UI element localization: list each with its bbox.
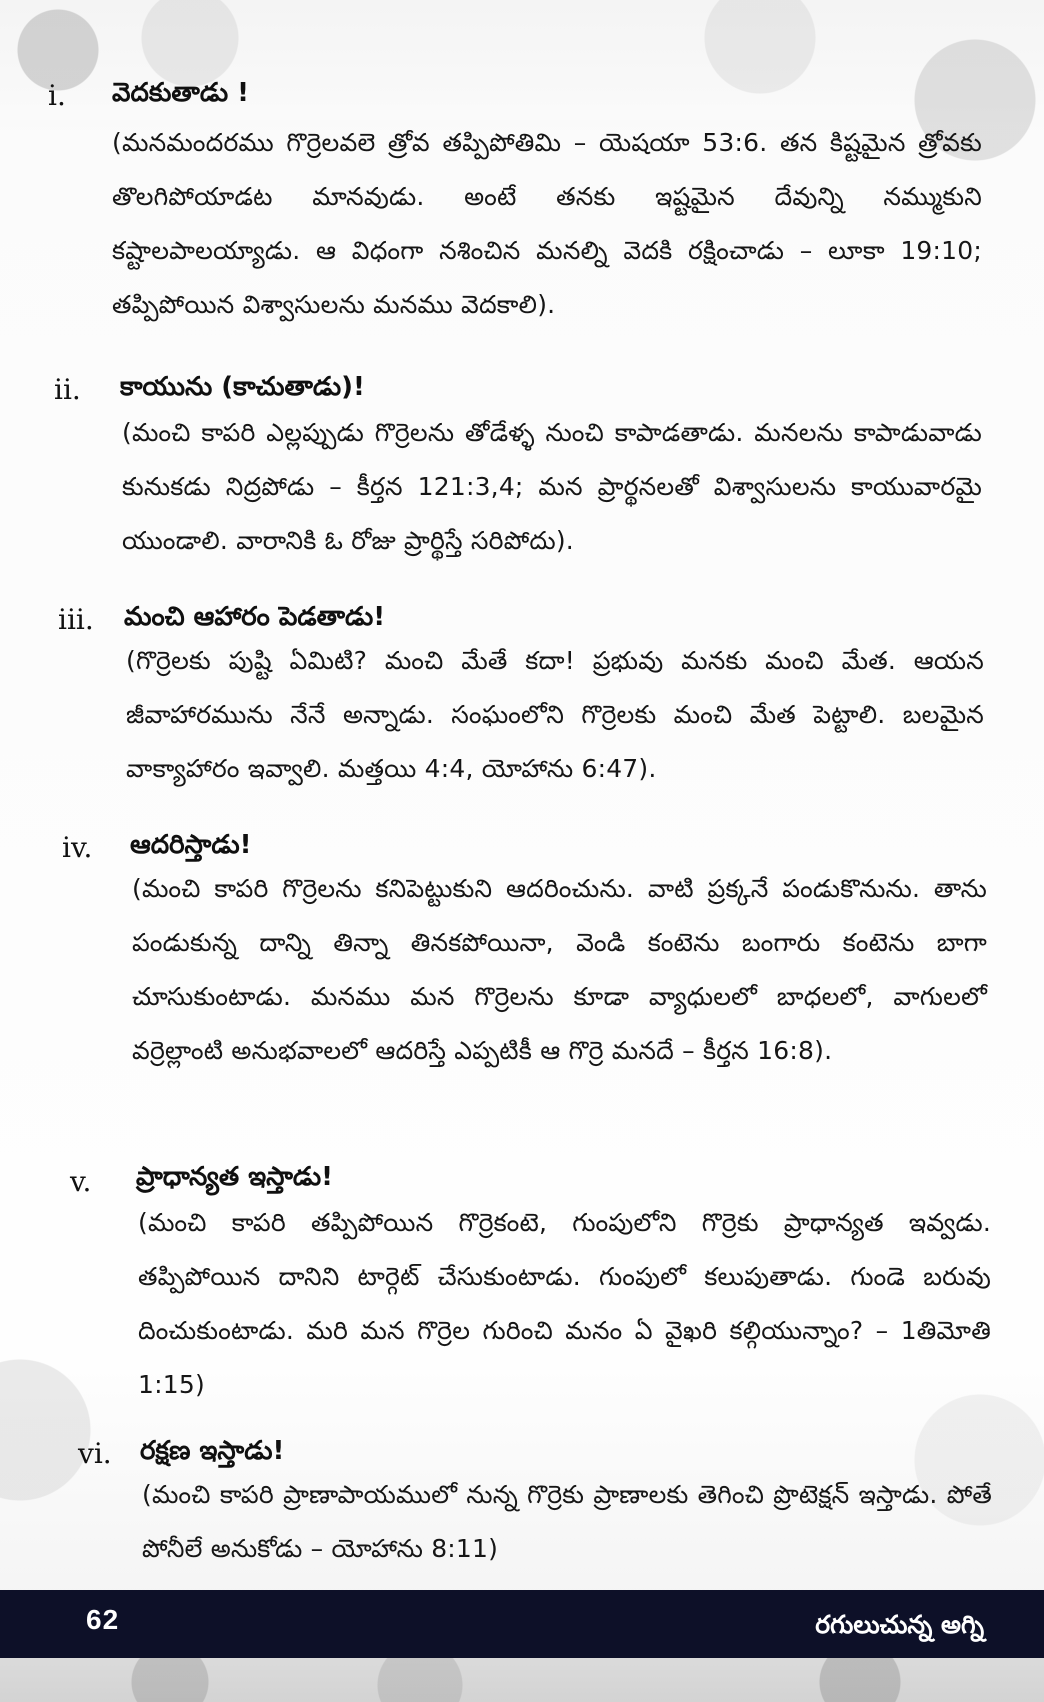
item-body-text: (మంచి కాపరి తప్పిపోయిన గొర్రెకంటె, గుంపులోని గొర్రెకు ప్రాధాన్యత ఇవ్వడు. తప్పిపోయిన దానిని టార్గెట్ చేసుకుంటాడు. గుంపులో కలుపుతాడు. గుండె బరువు దించుకుంటాడు. మరి మన గొర్రెల గురించి మనం ఏ వైఖరి కల్గియున్నాం? – 1తిమోతి 1:15) xyxy=(138,1208,991,1399)
item-numeral: ii. xyxy=(54,373,81,406)
item-body-text: (మంచి కాపరి ప్రాణాపాయములో నున్న గొర్రెకు ప్రాణాలకు తెగించి ప్రొటెక్షన్ ఇస్తాడు. పోతే పోనీలే అనుకోడు – యోహాను 8:11) xyxy=(142,1480,992,1563)
item-body-text: (మంచి కాపరి ఎల్లప్పుడు గొర్రెలను తోడేళ్ళ నుంచి కాపాడతాడు. మనలను కాపాడువాడు కునుకడు నిద్రపోడు – కీర్తన 121:3,4; మన ప్రార్థనలతో విశ్వాసులను కాయువారమై యుండాలి. వారానికి ఓ రోజు ప్రార్థిస్తే సరిపోదు). xyxy=(122,418,982,555)
item-heading: ఆదరిస్తాడు! xyxy=(130,830,252,860)
item-numeral: iv. xyxy=(62,831,93,864)
item-body-text: (గొర్రెలకు పుష్టి ఏమిటి? మంచి మేతే కదా! ప్రభువు మనకు మంచి మేత. ఆయన జీవాహారమును నేనే అన్నాడు. సంఘంలోని గొర్రెలకు మంచి మేత పెట్టాలి. బలమైన వాక్యాహారం ఇవ్వాలి. మత్తయి 4:4, యోహాను 6:47). xyxy=(126,646,984,783)
book-title: రగులుచున్న అగ్ని xyxy=(815,1610,984,1639)
item-heading: ప్రాధాన్యత ఇస్తాడు! xyxy=(136,1162,334,1192)
item-numeral: v. xyxy=(70,1165,92,1198)
item-numeral: iii. xyxy=(58,603,94,636)
item-heading: కాయును (కాచుతాడు)! xyxy=(120,372,365,402)
footer-bar xyxy=(0,1590,1044,1658)
page-number: 62 xyxy=(86,1604,120,1635)
item-heading: మంచి ఆహారం పెడతాడు! xyxy=(124,602,386,632)
item-numeral: i. xyxy=(48,79,66,112)
item-body-text: (మనమందరము గొర్రెలవలె త్రోవ తప్పిపోతిమి – యెషయా 53:6. తన కిష్టమైన త్రోవకు తొలగిపోయాడట మానవుడు. అంటే తనకు ఇష్టమైన దేవున్ని నమ్ముకుని కష్టాలపాలయ్యాడు. ఆ విధంగా నశించిన మనల్ని వెదకి రక్షించాడు – లూకా 19:10; తప్పిపోయిన విశ్వాసులను మనము వెదకాలి). xyxy=(112,128,982,319)
item-numeral: vi. xyxy=(78,1437,112,1470)
item-heading: వెదకుతాడు ! xyxy=(112,78,249,108)
item-body-text: (మంచి కాపరి గొర్రెలను కనిపెట్టుకుని ఆదరించును. వాటి ప్రక్కనే పండుకొనును. తాను పండుకున్న దాన్ని తిన్నా తినకపోయినా, వెండి కంటెను బంగారు కంటెను బాగా చూసుకుంటాడు. మనము మన గొర్రెలను కూడా వ్యాధులలో బాధలలో, వాగులలో వర్రెల్లాంటి అనుభవాలలో ఆదరిస్తే ఎప్పటికీ ఆ గొర్రె మనదే – కీర్తన 16:8). xyxy=(132,874,987,1065)
item-heading: రక్షణ ఇస్తాడు! xyxy=(140,1436,285,1466)
page-footer xyxy=(0,1590,1044,1702)
